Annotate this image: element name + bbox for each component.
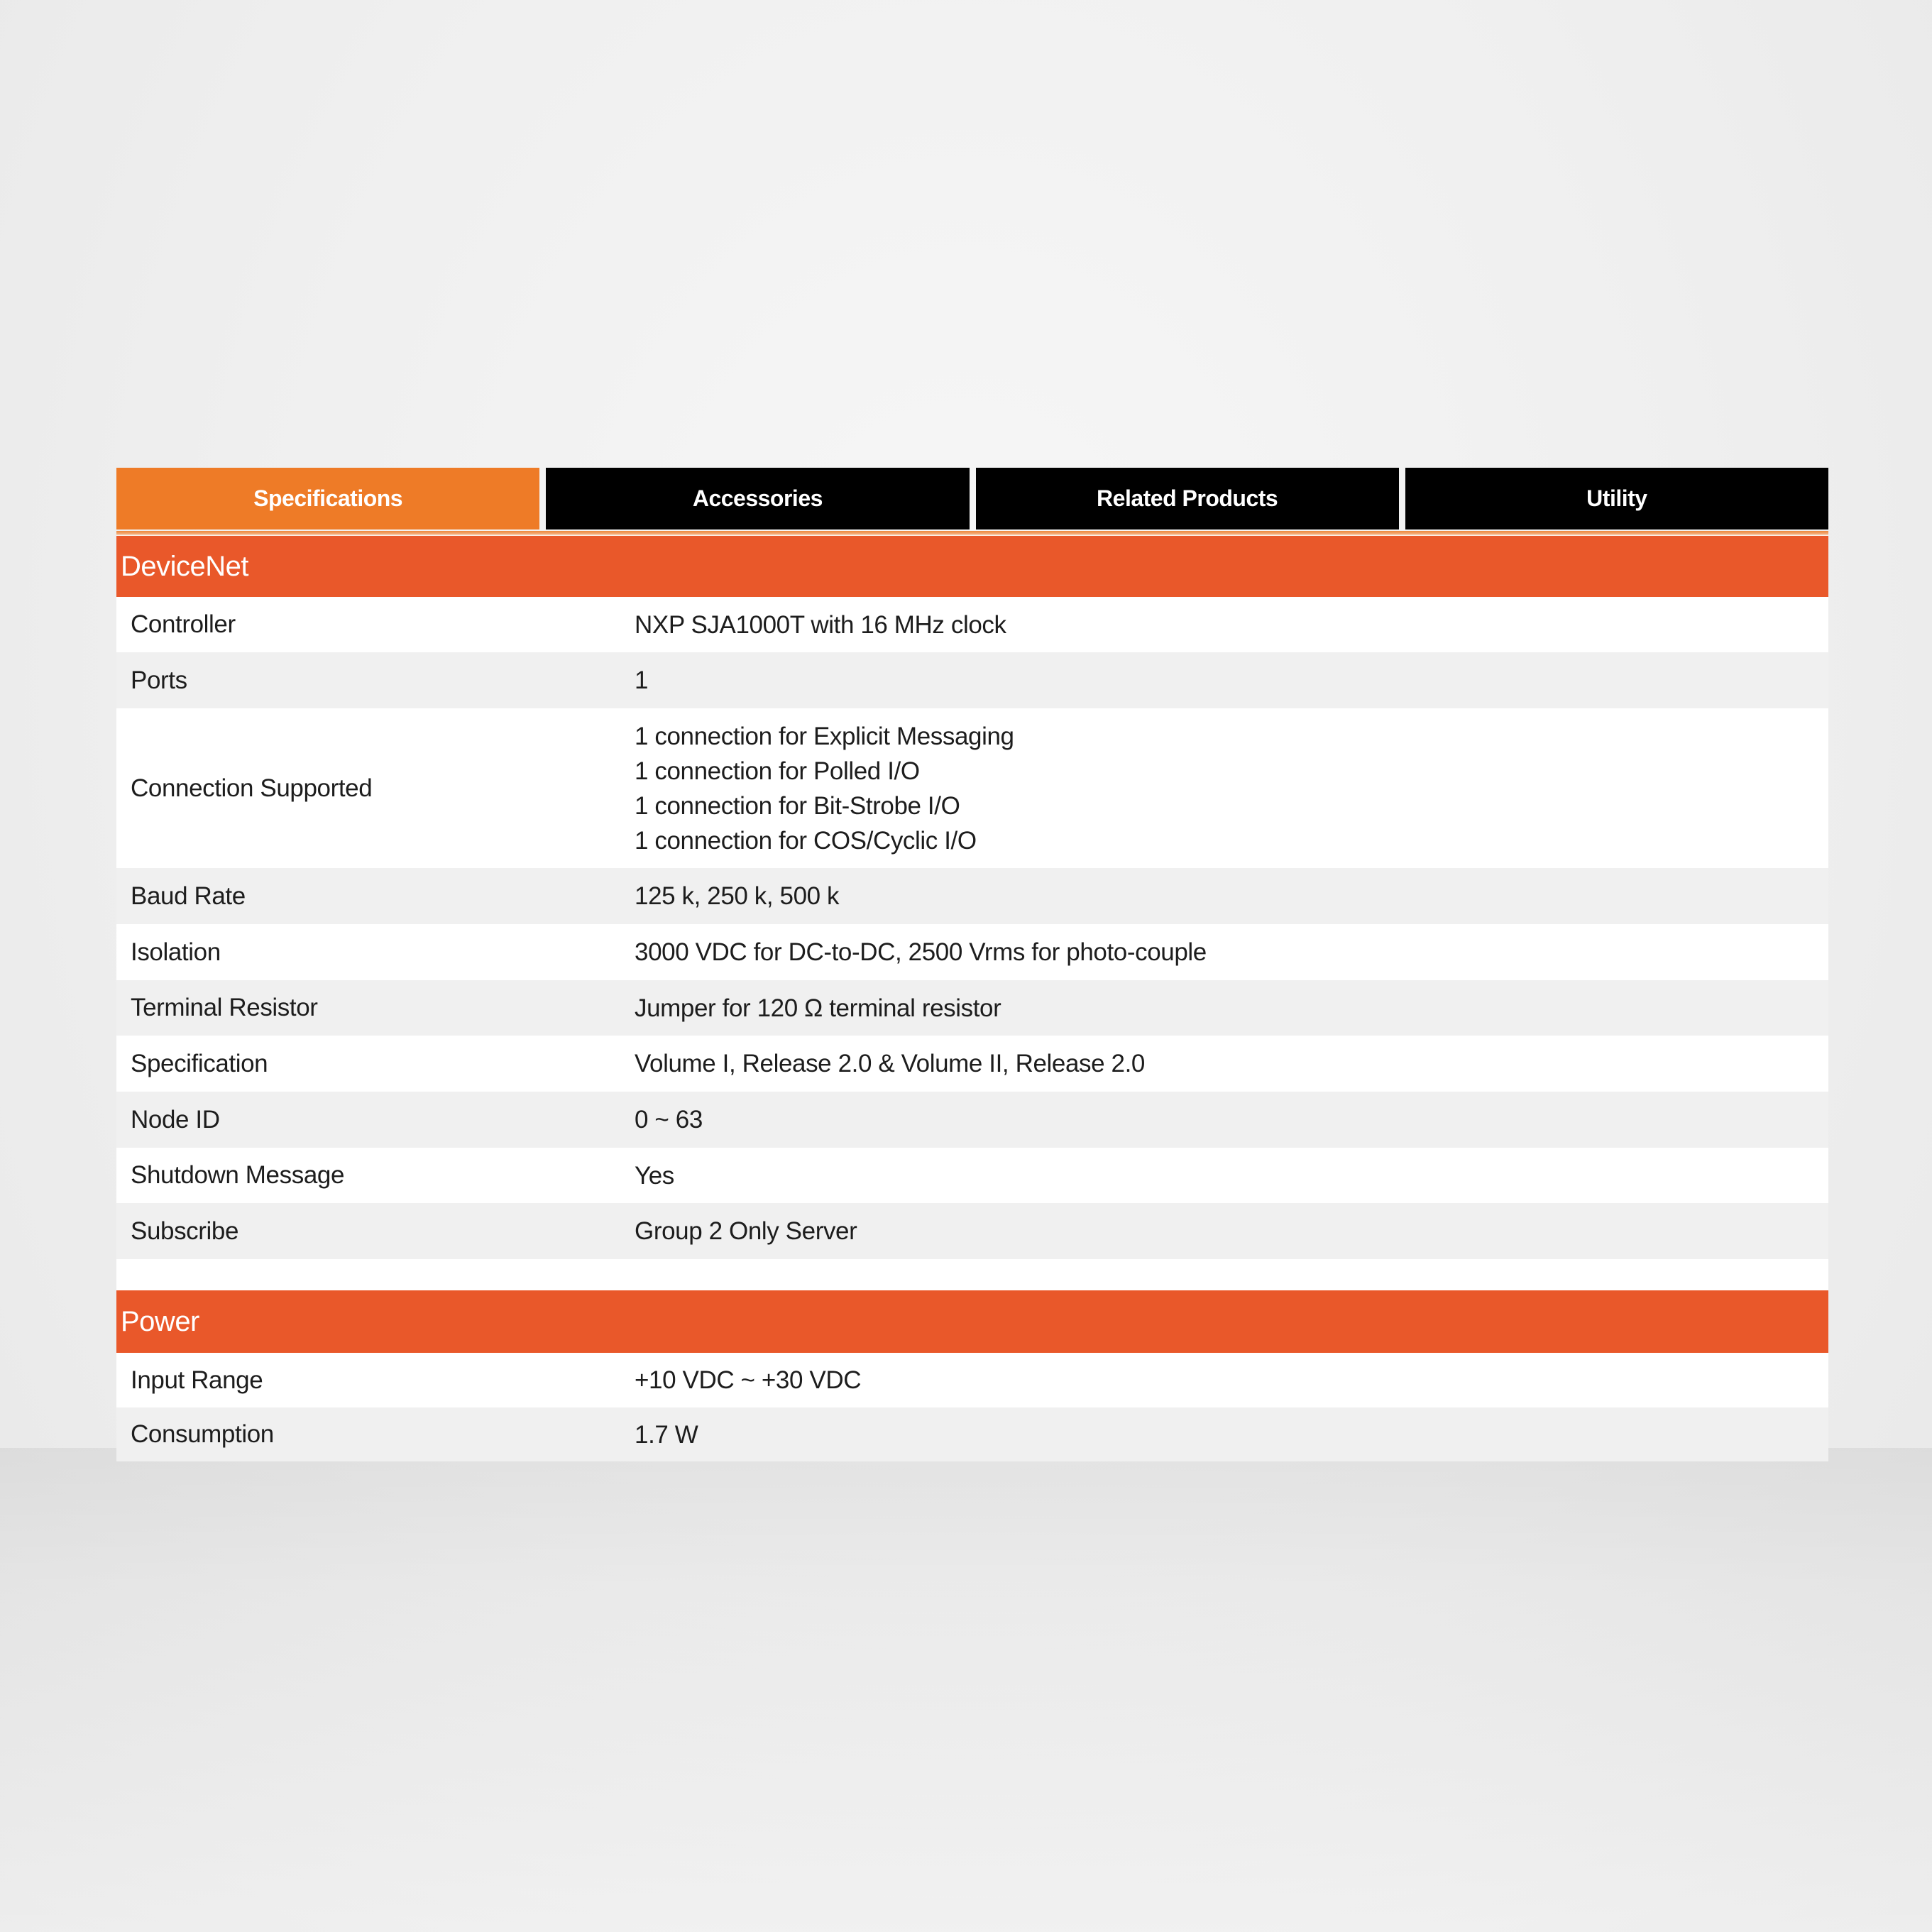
spec-label: Specification	[131, 1049, 268, 1077]
spec-value-line: 1	[635, 666, 649, 694]
spec-label: Input Range	[131, 1366, 263, 1394]
spec-row-ports	[116, 652, 1828, 708]
spec-value	[635, 663, 1828, 698]
tab-utility[interactable]: Utility	[1405, 468, 1828, 529]
spec-value	[635, 608, 1828, 642]
spec-label: Subscribe	[131, 1217, 239, 1245]
spec-value-line: Yes	[635, 1161, 674, 1190]
spec-row-terminal-resistor	[116, 980, 1828, 1036]
tab-bar	[116, 468, 1828, 529]
spec-value-line: +10 VDC ~ +30 VDC	[635, 1366, 862, 1394]
tab-related-products[interactable]: Related Products	[976, 468, 1399, 529]
spec-row-subscribe	[116, 1203, 1828, 1259]
spec-row-connection-supported	[116, 708, 1828, 868]
spec-row-isolation	[116, 924, 1828, 980]
spec-value	[635, 1417, 1828, 1452]
spec-value-line: 1 connection for COS/Cyclic I/O	[635, 826, 977, 855]
section-spacer	[116, 1259, 1828, 1290]
section-header-power: Power	[116, 1290, 1828, 1353]
spec-value	[635, 1158, 1828, 1193]
spec-label: Isolation	[131, 938, 221, 966]
spec-label: Connection Supported	[131, 774, 373, 802]
spec-value-line: 0 ~ 63	[635, 1106, 703, 1134]
spec-value	[635, 1102, 1828, 1137]
spec-label: Terminal Resistor	[131, 994, 318, 1021]
spec-value-line: 3000 VDC for DC-to-DC, 2500 Vrms for photo-couple	[635, 938, 1207, 966]
spec-value-line: 1.7 W	[635, 1420, 698, 1449]
spec-value-line: 1 connection for Explicit Messaging	[635, 722, 1014, 750]
spec-row-shutdown-message	[116, 1148, 1828, 1203]
spec-label: Controller	[131, 610, 236, 638]
spec-row-controller	[116, 597, 1828, 652]
spec-row-node-id	[116, 1092, 1828, 1148]
spec-label: Baud Rate	[131, 882, 246, 910]
spec-value	[635, 1214, 1828, 1248]
spec-value	[635, 991, 1828, 1026]
spec-value	[635, 1363, 1828, 1398]
active-tab-underline	[116, 531, 1828, 536]
spec-label: Ports	[131, 666, 187, 694]
spec-value-line: Volume I, Release 2.0 & Volume II, Release 2.0	[635, 1050, 1145, 1077]
spec-value-line: Group 2 Only Server	[635, 1217, 857, 1245]
spec-row-specification	[116, 1036, 1828, 1092]
tab-specifications[interactable]: Specifications	[116, 468, 539, 529]
section-header-devicenet: DeviceNet	[116, 536, 1828, 597]
spec-value-line: 1 connection for Bit-Strobe I/O	[635, 791, 960, 820]
product-info-panel	[116, 468, 1828, 1461]
spec-value-line: Jumper for 120 Ω terminal resistor	[635, 994, 1001, 1022]
spec-row-baud-rate	[116, 868, 1828, 924]
spec-value	[635, 1046, 1828, 1081]
spec-value-line: 1 connection for Polled I/O	[635, 757, 920, 785]
spec-label: Node ID	[131, 1105, 220, 1134]
spec-value	[635, 719, 1828, 858]
spec-label: Shutdown Message	[131, 1161, 345, 1189]
spec-value-line: NXP SJA1000T with 16 MHz clock	[635, 610, 1006, 639]
spec-value	[635, 879, 1828, 913]
spec-value	[635, 935, 1828, 970]
spec-row-consumption	[116, 1407, 1828, 1461]
spec-row-input-range	[116, 1353, 1828, 1407]
spec-value-line: 125 k, 250 k, 500 k	[635, 882, 840, 910]
spec-label: Consumption	[131, 1420, 274, 1448]
tab-accessories[interactable]: Accessories	[546, 468, 969, 529]
background-floor-shadow	[0, 1448, 1932, 1932]
